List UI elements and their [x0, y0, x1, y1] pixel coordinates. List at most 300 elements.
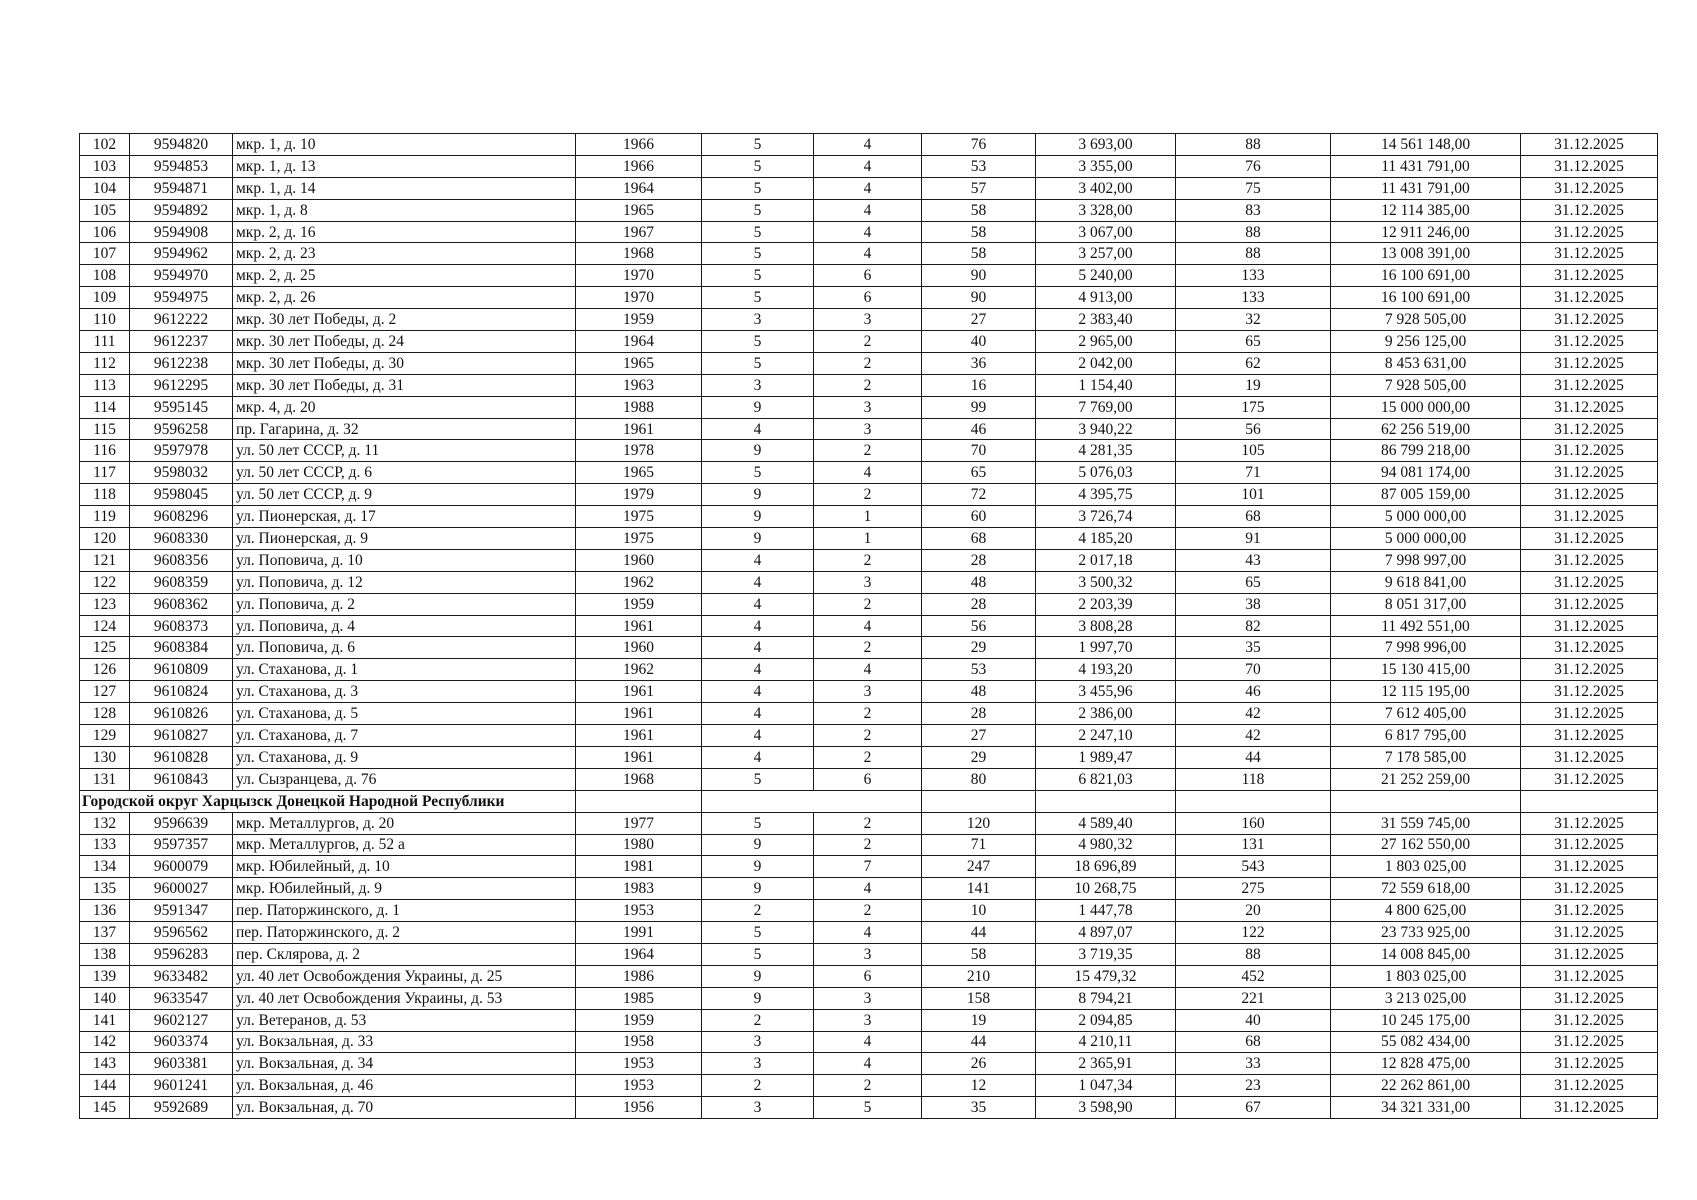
year-built-cell: 1963: [576, 374, 702, 396]
deadline-cell: 31.12.2025: [1521, 768, 1658, 790]
address-cell: ул. 50 лет СССР, д. 9: [233, 484, 576, 506]
apartments-cell: 210: [922, 965, 1036, 987]
area-cell: 18 696,89: [1036, 856, 1176, 878]
table-row: [80, 856, 1658, 878]
entrances-cell: 2: [814, 834, 922, 856]
table-row: [80, 681, 1658, 703]
object-id-cell: 9608356: [130, 549, 233, 571]
entrances-cell: 6: [814, 265, 922, 287]
deadline-cell: 31.12.2025: [1521, 878, 1658, 900]
year-built-cell: 1968: [576, 243, 702, 265]
floors-cell: 9: [702, 878, 814, 900]
object-id-cell: 9592689: [130, 1097, 233, 1119]
table-row: [80, 265, 1658, 287]
table-row: [80, 943, 1658, 965]
row-number-cell: 139: [80, 965, 130, 987]
floors-cell: 4: [702, 418, 814, 440]
table-row: [80, 134, 1658, 156]
residents-cell: 62: [1176, 352, 1331, 374]
entrances-cell: 4: [814, 462, 922, 484]
object-id-cell: 9601241: [130, 1075, 233, 1097]
cost-cell: 13 008 391,00: [1331, 243, 1521, 265]
address-cell: мкр. 2, д. 25: [233, 265, 576, 287]
floors-cell: 9: [702, 528, 814, 550]
year-built-cell: 1965: [576, 352, 702, 374]
cost-cell: 9 256 125,00: [1331, 331, 1521, 353]
cost-cell: 7 998 997,00: [1331, 549, 1521, 571]
table-row: [80, 418, 1658, 440]
deadline-cell: 31.12.2025: [1521, 1075, 1658, 1097]
apartments-cell: 10: [922, 900, 1036, 922]
deadline-cell: 31.12.2025: [1521, 506, 1658, 528]
object-id-cell: 9608373: [130, 615, 233, 637]
residents-cell: 20: [1176, 900, 1331, 922]
deadline-cell: 31.12.2025: [1521, 352, 1658, 374]
entrances-cell: 2: [814, 725, 922, 747]
table-cell: [1036, 790, 1176, 812]
apartments-cell: 53: [922, 659, 1036, 681]
row-number-cell: 114: [80, 396, 130, 418]
deadline-cell: 31.12.2025: [1521, 965, 1658, 987]
row-number-cell: 130: [80, 746, 130, 768]
apartments-cell: 158: [922, 987, 1036, 1009]
floors-cell: 3: [702, 374, 814, 396]
floors-cell: 5: [702, 243, 814, 265]
year-built-cell: 1953: [576, 900, 702, 922]
address-cell: ул. Стаханова, д. 7: [233, 725, 576, 747]
object-id-cell: 9610827: [130, 725, 233, 747]
object-id-cell: 9595145: [130, 396, 233, 418]
table-row: [80, 900, 1658, 922]
deadline-cell: 31.12.2025: [1521, 440, 1658, 462]
table-row: [80, 528, 1658, 550]
cost-cell: 21 252 259,00: [1331, 768, 1521, 790]
housing-register-table: [79, 133, 1658, 1119]
floors-cell: 9: [702, 856, 814, 878]
residents-cell: 71: [1176, 462, 1331, 484]
year-built-cell: 1961: [576, 681, 702, 703]
apartments-cell: 141: [922, 878, 1036, 900]
table-row: [80, 177, 1658, 199]
apartments-cell: 72: [922, 484, 1036, 506]
entrances-cell: 5: [814, 1097, 922, 1119]
object-id-cell: 9608359: [130, 571, 233, 593]
entrances-cell: 4: [814, 1031, 922, 1053]
area-cell: 4 897,07: [1036, 922, 1176, 944]
apartments-cell: 28: [922, 703, 1036, 725]
address-cell: мкр. 1, д. 13: [233, 155, 576, 177]
deadline-cell: 31.12.2025: [1521, 900, 1658, 922]
year-built-cell: 1975: [576, 528, 702, 550]
residents-cell: 76: [1176, 155, 1331, 177]
area-cell: 5 076,03: [1036, 462, 1176, 484]
year-built-cell: 1959: [576, 309, 702, 331]
floors-cell: 4: [702, 571, 814, 593]
object-id-cell: 9600027: [130, 878, 233, 900]
row-number-cell: 115: [80, 418, 130, 440]
area-cell: 3 693,00: [1036, 134, 1176, 156]
deadline-cell: 31.12.2025: [1521, 418, 1658, 440]
cost-cell: 12 911 246,00: [1331, 221, 1521, 243]
apartments-cell: 65: [922, 462, 1036, 484]
table-row: [80, 768, 1658, 790]
table-cell: [1176, 790, 1331, 812]
address-cell: мкр. Металлургов, д. 20: [233, 812, 576, 834]
deadline-cell: 31.12.2025: [1521, 155, 1658, 177]
deadline-cell: 31.12.2025: [1521, 549, 1658, 571]
cost-cell: 22 262 861,00: [1331, 1075, 1521, 1097]
table-cell: [1521, 790, 1658, 812]
year-built-cell: 1981: [576, 856, 702, 878]
row-number-cell: 113: [80, 374, 130, 396]
floors-cell: 4: [702, 549, 814, 571]
year-built-cell: 1961: [576, 746, 702, 768]
address-cell: пер. Склярова, д. 2: [233, 943, 576, 965]
row-number-cell: 141: [80, 1009, 130, 1031]
object-id-cell: 9610824: [130, 681, 233, 703]
apartments-cell: 57: [922, 177, 1036, 199]
address-cell: ул. Вокзальная, д. 46: [233, 1075, 576, 1097]
residents-cell: 68: [1176, 1031, 1331, 1053]
year-built-cell: 1960: [576, 549, 702, 571]
object-id-cell: 9610843: [130, 768, 233, 790]
area-cell: 3 940,22: [1036, 418, 1176, 440]
area-cell: 4 193,20: [1036, 659, 1176, 681]
table-row: [80, 1053, 1658, 1075]
floors-cell: 5: [702, 352, 814, 374]
year-built-cell: 1962: [576, 571, 702, 593]
apartments-cell: 16: [922, 374, 1036, 396]
entrances-cell: 2: [814, 1075, 922, 1097]
row-number-cell: 116: [80, 440, 130, 462]
area-cell: 2 365,91: [1036, 1053, 1176, 1075]
residents-cell: 43: [1176, 549, 1331, 571]
address-cell: мкр. 30 лет Победы, д. 30: [233, 352, 576, 374]
object-id-cell: 9597978: [130, 440, 233, 462]
deadline-cell: 31.12.2025: [1521, 922, 1658, 944]
cost-cell: 7 178 585,00: [1331, 746, 1521, 768]
area-cell: 2 094,85: [1036, 1009, 1176, 1031]
cost-cell: 7 928 505,00: [1331, 309, 1521, 331]
row-number-cell: 121: [80, 549, 130, 571]
object-id-cell: 9603374: [130, 1031, 233, 1053]
table-row: [80, 374, 1658, 396]
row-number-cell: 109: [80, 287, 130, 309]
floors-cell: 9: [702, 440, 814, 462]
cost-cell: 15 000 000,00: [1331, 396, 1521, 418]
address-cell: мкр. 30 лет Победы, д. 24: [233, 331, 576, 353]
deadline-cell: 31.12.2025: [1521, 177, 1658, 199]
residents-cell: 105: [1176, 440, 1331, 462]
entrances-cell: 2: [814, 440, 922, 462]
residents-cell: 38: [1176, 593, 1331, 615]
residents-cell: 452: [1176, 965, 1331, 987]
residents-cell: 131: [1176, 834, 1331, 856]
row-number-cell: 119: [80, 506, 130, 528]
cost-cell: 11 431 791,00: [1331, 177, 1521, 199]
entrances-cell: 4: [814, 177, 922, 199]
table-row: [80, 549, 1658, 571]
floors-cell: 4: [702, 637, 814, 659]
cost-cell: 7 612 405,00: [1331, 703, 1521, 725]
address-cell: мкр. Юбилейный, д. 10: [233, 856, 576, 878]
object-id-cell: 9633547: [130, 987, 233, 1009]
entrances-cell: 4: [814, 1053, 922, 1075]
table-row: [80, 593, 1658, 615]
residents-cell: 56: [1176, 418, 1331, 440]
year-built-cell: 1991: [576, 922, 702, 944]
cost-cell: 62 256 519,00: [1331, 418, 1521, 440]
apartments-cell: 27: [922, 309, 1036, 331]
object-id-cell: 9594962: [130, 243, 233, 265]
object-id-cell: 9612295: [130, 374, 233, 396]
apartments-cell: 12: [922, 1075, 1036, 1097]
residents-cell: 68: [1176, 506, 1331, 528]
apartments-cell: 90: [922, 265, 1036, 287]
table-row: [80, 440, 1658, 462]
table-row: [80, 1097, 1658, 1119]
year-built-cell: 1962: [576, 659, 702, 681]
residents-cell: 118: [1176, 768, 1331, 790]
table-row: [80, 462, 1658, 484]
object-id-cell: 9594871: [130, 177, 233, 199]
table-cell: [576, 790, 702, 812]
residents-cell: 275: [1176, 878, 1331, 900]
apartments-cell: 40: [922, 331, 1036, 353]
address-cell: пр. Гагарина, д. 32: [233, 418, 576, 440]
object-id-cell: 9596258: [130, 418, 233, 440]
residents-cell: 23: [1176, 1075, 1331, 1097]
object-id-cell: 9594970: [130, 265, 233, 287]
cost-cell: 7 928 505,00: [1331, 374, 1521, 396]
cost-cell: 12 114 385,00: [1331, 199, 1521, 221]
cost-cell: 31 559 745,00: [1331, 812, 1521, 834]
row-number-cell: 127: [80, 681, 130, 703]
entrances-cell: 2: [814, 703, 922, 725]
deadline-cell: 31.12.2025: [1521, 462, 1658, 484]
entrances-cell: 3: [814, 987, 922, 1009]
cost-cell: 5 000 000,00: [1331, 506, 1521, 528]
area-cell: 2 386,00: [1036, 703, 1176, 725]
cost-cell: 5 000 000,00: [1331, 528, 1521, 550]
entrances-cell: 3: [814, 681, 922, 703]
apartments-cell: 60: [922, 506, 1036, 528]
apartments-cell: 70: [922, 440, 1036, 462]
address-cell: ул. Вокзальная, д. 34: [233, 1053, 576, 1075]
entrances-cell: 2: [814, 637, 922, 659]
deadline-cell: 31.12.2025: [1521, 571, 1658, 593]
object-id-cell: 9610809: [130, 659, 233, 681]
object-id-cell: 9596639: [130, 812, 233, 834]
table-row: [80, 615, 1658, 637]
apartments-cell: 58: [922, 199, 1036, 221]
entrances-cell: 3: [814, 571, 922, 593]
floors-cell: 5: [702, 199, 814, 221]
row-number-cell: 104: [80, 177, 130, 199]
residents-cell: 42: [1176, 725, 1331, 747]
apartments-cell: 28: [922, 593, 1036, 615]
row-number-cell: 106: [80, 221, 130, 243]
area-cell: 2 383,40: [1036, 309, 1176, 331]
apartments-cell: 35: [922, 1097, 1036, 1119]
entrances-cell: 4: [814, 922, 922, 944]
table-body-lower: [80, 812, 1658, 1118]
area-cell: 4 281,35: [1036, 440, 1176, 462]
entrances-cell: 2: [814, 549, 922, 571]
floors-cell: 2: [702, 1075, 814, 1097]
row-number-cell: 129: [80, 725, 130, 747]
year-built-cell: 1965: [576, 462, 702, 484]
table-row: [80, 703, 1658, 725]
area-cell: 15 479,32: [1036, 965, 1176, 987]
cost-cell: 8 051 317,00: [1331, 593, 1521, 615]
object-id-cell: 9594820: [130, 134, 233, 156]
area-cell: 4 980,32: [1036, 834, 1176, 856]
table-row: [80, 1075, 1658, 1097]
apartments-cell: 36: [922, 352, 1036, 374]
entrances-cell: 2: [814, 900, 922, 922]
deadline-cell: 31.12.2025: [1521, 746, 1658, 768]
area-cell: 4 913,00: [1036, 287, 1176, 309]
floors-cell: 9: [702, 965, 814, 987]
address-cell: ул. 50 лет СССР, д. 11: [233, 440, 576, 462]
deadline-cell: 31.12.2025: [1521, 484, 1658, 506]
row-number-cell: 123: [80, 593, 130, 615]
residents-cell: 543: [1176, 856, 1331, 878]
floors-cell: 5: [702, 922, 814, 944]
floors-cell: 9: [702, 834, 814, 856]
area-cell: 8 794,21: [1036, 987, 1176, 1009]
apartments-cell: 44: [922, 922, 1036, 944]
entrances-cell: 4: [814, 615, 922, 637]
area-cell: 2 042,00: [1036, 352, 1176, 374]
apartments-cell: 120: [922, 812, 1036, 834]
floors-cell: 5: [702, 768, 814, 790]
table-row: [80, 287, 1658, 309]
residents-cell: 88: [1176, 134, 1331, 156]
address-cell: ул. Ветеранов, д. 53: [233, 1009, 576, 1031]
deadline-cell: 31.12.2025: [1521, 528, 1658, 550]
cost-cell: 16 100 691,00: [1331, 287, 1521, 309]
address-cell: ул. Поповича, д. 12: [233, 571, 576, 593]
apartments-cell: 68: [922, 528, 1036, 550]
residents-cell: 122: [1176, 922, 1331, 944]
table-row: [80, 922, 1658, 944]
row-number-cell: 126: [80, 659, 130, 681]
year-built-cell: 1975: [576, 506, 702, 528]
object-id-cell: 9594853: [130, 155, 233, 177]
object-id-cell: 9612222: [130, 309, 233, 331]
row-number-cell: 145: [80, 1097, 130, 1119]
apartments-cell: 19: [922, 1009, 1036, 1031]
row-number-cell: 108: [80, 265, 130, 287]
table-row: [80, 352, 1658, 374]
row-number-cell: 118: [80, 484, 130, 506]
floors-cell: 5: [702, 155, 814, 177]
entrances-cell: 3: [814, 1009, 922, 1031]
year-built-cell: 1961: [576, 703, 702, 725]
deadline-cell: 31.12.2025: [1521, 134, 1658, 156]
year-built-cell: 1965: [576, 199, 702, 221]
floors-cell: 2: [702, 1009, 814, 1031]
area-cell: 4 185,20: [1036, 528, 1176, 550]
area-cell: 1 447,78: [1036, 900, 1176, 922]
entrances-cell: 4: [814, 221, 922, 243]
residents-cell: 33: [1176, 1053, 1331, 1075]
area-cell: 3 402,00: [1036, 177, 1176, 199]
cost-cell: 15 130 415,00: [1331, 659, 1521, 681]
deadline-cell: 31.12.2025: [1521, 1009, 1658, 1031]
address-cell: ул. 50 лет СССР, д. 6: [233, 462, 576, 484]
deadline-cell: 31.12.2025: [1521, 703, 1658, 725]
residents-cell: 82: [1176, 615, 1331, 637]
deadline-cell: 31.12.2025: [1521, 725, 1658, 747]
cost-cell: 10 245 175,00: [1331, 1009, 1521, 1031]
deadline-cell: 31.12.2025: [1521, 681, 1658, 703]
object-id-cell: 9594892: [130, 199, 233, 221]
residents-cell: 65: [1176, 571, 1331, 593]
entrances-cell: 2: [814, 374, 922, 396]
residents-cell: 88: [1176, 943, 1331, 965]
address-cell: ул. Стаханова, д. 5: [233, 703, 576, 725]
table-row: [80, 637, 1658, 659]
cost-cell: 4 800 625,00: [1331, 900, 1521, 922]
entrances-cell: 6: [814, 965, 922, 987]
cost-cell: 3 213 025,00: [1331, 987, 1521, 1009]
address-cell: ул. Сызранцева, д. 76: [233, 768, 576, 790]
table-cell: [702, 790, 922, 812]
apartments-cell: 44: [922, 1031, 1036, 1053]
deadline-cell: 31.12.2025: [1521, 856, 1658, 878]
residents-cell: 133: [1176, 287, 1331, 309]
row-number-cell: 124: [80, 615, 130, 637]
cost-cell: 14 008 845,00: [1331, 943, 1521, 965]
table-row: [80, 331, 1658, 353]
address-cell: мкр. Юбилейный, д. 9: [233, 878, 576, 900]
area-cell: 3 455,96: [1036, 681, 1176, 703]
area-cell: 3 328,00: [1036, 199, 1176, 221]
address-cell: ул. Вокзальная, д. 70: [233, 1097, 576, 1119]
area-cell: 1 989,47: [1036, 746, 1176, 768]
address-cell: ул. Стаханова, д. 9: [233, 746, 576, 768]
row-number-cell: 143: [80, 1053, 130, 1075]
deadline-cell: 31.12.2025: [1521, 615, 1658, 637]
apartments-cell: 53: [922, 155, 1036, 177]
year-built-cell: 1953: [576, 1053, 702, 1075]
apartments-cell: 90: [922, 287, 1036, 309]
apartments-cell: 48: [922, 681, 1036, 703]
area-cell: 2 965,00: [1036, 331, 1176, 353]
object-id-cell: 9594908: [130, 221, 233, 243]
deadline-cell: 31.12.2025: [1521, 243, 1658, 265]
area-cell: 3 719,35: [1036, 943, 1176, 965]
floors-cell: 4: [702, 659, 814, 681]
floors-cell: 9: [702, 396, 814, 418]
floors-cell: 4: [702, 746, 814, 768]
cost-cell: 94 081 174,00: [1331, 462, 1521, 484]
residents-cell: 101: [1176, 484, 1331, 506]
deadline-cell: 31.12.2025: [1521, 309, 1658, 331]
area-cell: 6 821,03: [1036, 768, 1176, 790]
apartments-cell: 99: [922, 396, 1036, 418]
row-number-cell: 103: [80, 155, 130, 177]
object-id-cell: 9612237: [130, 331, 233, 353]
apartments-cell: 48: [922, 571, 1036, 593]
area-cell: 4 589,40: [1036, 812, 1176, 834]
deadline-cell: 31.12.2025: [1521, 593, 1658, 615]
year-built-cell: 1956: [576, 1097, 702, 1119]
row-number-cell: 117: [80, 462, 130, 484]
